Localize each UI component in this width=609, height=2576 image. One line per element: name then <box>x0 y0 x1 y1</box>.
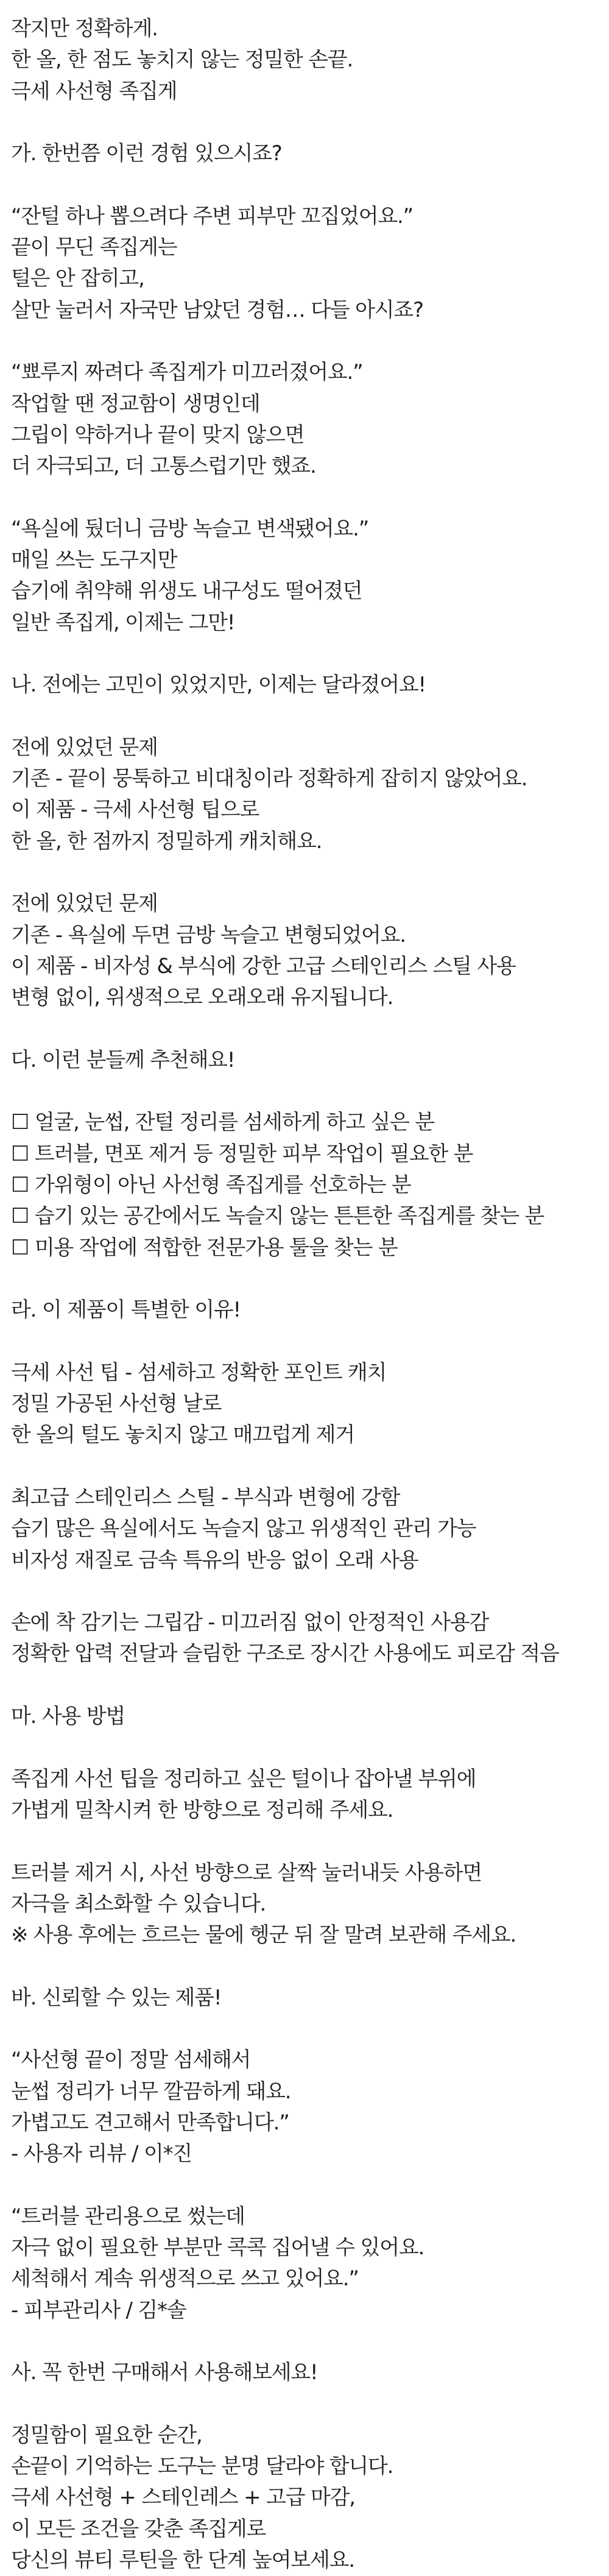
text-line: 일반 족집게, 이제는 그만! <box>11 610 235 635</box>
text-line: ☐ 습기 있는 공간에서도 녹슬지 않는 튼튼한 족집게를 찾는 분 <box>11 1204 544 1229</box>
text-line: ☐ 트러블, 면포 제거 등 정밀한 피부 작업이 필요한 분 <box>11 1141 473 1166</box>
text-line: 극세 사선형 + 스테인레스 + 고급 마감, <box>11 2485 355 2510</box>
text-line: 그립이 약하거나 끝이 맞지 않으면 <box>11 422 304 447</box>
text-line: 다. 이런 분들께 추천해요! <box>11 1047 235 1072</box>
text-block <box>11 1107 598 1263</box>
text-line: 한 올의 털도 놓치지 않고 매끄럽게 제거 <box>11 1423 354 1448</box>
text-block <box>11 1983 598 2014</box>
paragraph-gap <box>11 1826 598 1857</box>
text-line: 극세 사선형 족집게 <box>11 79 177 104</box>
text-line: 털은 안 잡히고, <box>11 266 144 291</box>
text-line: 한 올, 한 점까지 정밀하게 캐치해요. <box>11 829 322 854</box>
text-line: 사. 꼭 한번 구매해서 사용해보세요! <box>11 2360 318 2385</box>
text-line: 당신의 뷰티 루틴을 한 단계 높여보세요. <box>11 2548 354 2573</box>
text-block <box>11 201 598 326</box>
text-line: 살만 눌러서 자국만 남았던 경험… 다들 아시죠? <box>11 297 423 322</box>
text-block <box>11 13 598 107</box>
paragraph-gap <box>11 2170 598 2201</box>
text-block <box>11 1858 598 1951</box>
text-line: 바. 신뢰할 수 있는 제품! <box>11 1985 222 2010</box>
text-block <box>11 514 598 639</box>
text-line: 습기 많은 욕실에서도 녹슬지 않고 위생적인 관리 가능 <box>11 1516 476 1541</box>
text-block <box>11 138 598 169</box>
paragraph-gap <box>11 169 598 200</box>
paragraph-gap <box>11 107 598 138</box>
text-line: 손에 착 감기는 그립감 - 미끄러짐 없이 안정적인 사용감 <box>11 1610 489 1635</box>
text-line: “뾰루지 짜려다 족집게가 미끄러졌어요.” <box>11 360 363 385</box>
text-line: 습기에 취약해 위생도 내구성도 떨어졌던 <box>11 579 362 604</box>
text-line: 정밀함이 필요한 순간, <box>11 2422 202 2447</box>
text-line: - 사용자 리뷰 / 이*진 <box>11 2142 192 2167</box>
text-line: ☐ 얼굴, 눈썹, 잔털 정리를 섬세하게 하고 싶은 분 <box>11 1110 434 1135</box>
text-line: 족집게 사선 팁을 정리하고 싶은 털이나 잡아낼 부위에 <box>11 1766 476 1791</box>
text-block <box>11 2201 598 2326</box>
text-block <box>11 1295 598 1326</box>
paragraph-gap <box>11 1014 598 1045</box>
text-block <box>11 357 598 482</box>
text-line: 더 자극되고, 더 고통스럽기만 했죠. <box>11 454 316 479</box>
text-line: “욕실에 뒀더니 금방 녹슬고 변색됐어요.” <box>11 516 369 541</box>
text-line: 나. 전에는 고민이 있었지만, 이제는 달라졌어요! <box>11 673 426 698</box>
paragraph-gap <box>11 326 598 357</box>
text-line: 가. 한번쯤 이런 경험 있으시죠? <box>11 141 282 166</box>
text-line: 전에 있었던 문제 <box>11 735 158 760</box>
text-line: “잔털 하나 뽑으려다 주변 피부만 꼬집었어요.” <box>11 203 414 228</box>
text-block <box>11 2357 598 2388</box>
text-line: 비자성 재질로 금속 특유의 반응 없이 오래 사용 <box>11 1548 418 1573</box>
text-line: 변형 없이, 위생적으로 오래오래 유지됩니다. <box>11 985 393 1010</box>
paragraph-gap <box>11 2389 598 2420</box>
text-line: “트러블 관리용으로 썼는데 <box>11 2204 245 2229</box>
text-block <box>11 670 598 701</box>
paragraph-gap <box>11 1076 598 1107</box>
text-line: 이 제품 - 비자성 & 부식에 강한 고급 스테인리스 스틸 사용 <box>11 954 516 978</box>
text-line: 극세 사선 팁 - 섬세하고 정확한 포인트 캐치 <box>11 1360 387 1385</box>
paragraph-gap <box>11 1670 598 1701</box>
text-line: ☐ 미용 작업에 적합한 전문가용 툴을 찾는 분 <box>11 1235 398 1260</box>
text-block <box>11 888 598 1013</box>
text-line: 트러블 제거 시, 사선 방향으로 살짝 눌러내듯 사용하면 <box>11 1860 482 1885</box>
text-line: 한 올, 한 점도 놓치지 않는 정밀한 손끝. <box>11 48 353 73</box>
text-block <box>11 2420 598 2576</box>
paragraph-gap <box>11 1951 598 1982</box>
text-line: 라. 이 제품이 특별한 이유! <box>11 1298 241 1323</box>
paragraph-gap <box>11 639 598 670</box>
text-block <box>11 1701 598 1732</box>
text-block <box>11 1045 598 1076</box>
text-line: ☐ 가위형이 아닌 사선형 족집게를 선호하는 분 <box>11 1172 411 1197</box>
text-line: 정확한 압력 전달과 슬림한 구조로 장시간 사용에도 피로감 적음 <box>11 1641 559 1666</box>
paragraph-gap <box>11 857 598 888</box>
paragraph-gap <box>11 701 598 732</box>
paragraph-gap <box>11 1451 598 1482</box>
paragraph-gap <box>11 482 598 513</box>
text-line: “사선형 끝이 정말 섬세해서 <box>11 2048 251 2073</box>
paragraph-gap <box>11 1264 598 1295</box>
text-line: 끝이 무딘 족집게는 <box>11 235 177 260</box>
text-line: 가볍고도 견고해서 만족합니다.” <box>11 2110 289 2135</box>
text-line: - 피부관리사 / 김*솔 <box>11 2298 186 2323</box>
text-line: 손끝이 기억하는 도구는 분명 달라야 합니다. <box>11 2454 393 2479</box>
text-line: 자극을 최소화할 수 있습니다. <box>11 1891 266 1916</box>
text-line: 작지만 정확하게. <box>11 16 158 41</box>
text-line: 기존 - 욕실에 두면 금방 녹슬고 변형되었어요. <box>11 922 406 947</box>
text-block <box>11 1482 598 1576</box>
text-line: 이 모든 조건을 갖춘 족집게로 <box>11 2516 266 2541</box>
text-line: 눈썹 정리가 너무 깔끔하게 돼요. <box>11 2079 291 2104</box>
text-line: 작업할 땐 정교함이 생명인데 <box>11 391 260 416</box>
text-line: 최고급 스테인리스 스틸 - 부식과 변형에 강함 <box>11 1485 400 1510</box>
text-block <box>11 732 598 857</box>
text-block <box>11 1357 598 1451</box>
text-line: 매일 쓰는 도구지만 <box>11 548 177 573</box>
paragraph-gap <box>11 1732 598 1763</box>
paragraph-gap <box>11 1576 598 1607</box>
text-line: ※ 사용 후에는 흐르는 물에 헹군 뒤 잘 말려 보관해 주세요. <box>11 1923 516 1948</box>
text-line: 자극 없이 필요한 부분만 콕콕 집어낼 수 있어요. <box>11 2235 424 2260</box>
text-block <box>11 1607 598 1670</box>
text-block <box>11 2045 598 2170</box>
paragraph-gap <box>11 2014 598 2045</box>
text-line: 기존 - 끝이 뭉툭하고 비대칭이라 정확하게 잡히지 않았어요. <box>11 766 527 791</box>
paragraph-gap <box>11 1326 598 1357</box>
text-line: 가볍게 밀착시켜 한 방향으로 정리해 주세요. <box>11 1797 393 1822</box>
text-line: 세척해서 계속 위생적으로 쓰고 있어요.” <box>11 2266 359 2291</box>
text-line: 전에 있었던 문제 <box>11 891 158 916</box>
text-block <box>11 1764 598 1827</box>
text-line: 정밀 가공된 사선형 날로 <box>11 1392 222 1417</box>
text-line: 이 제품 - 극세 사선형 팁으로 <box>11 798 259 823</box>
text-line: 마. 사용 방법 <box>11 1704 125 1729</box>
paragraph-gap <box>11 2326 598 2357</box>
